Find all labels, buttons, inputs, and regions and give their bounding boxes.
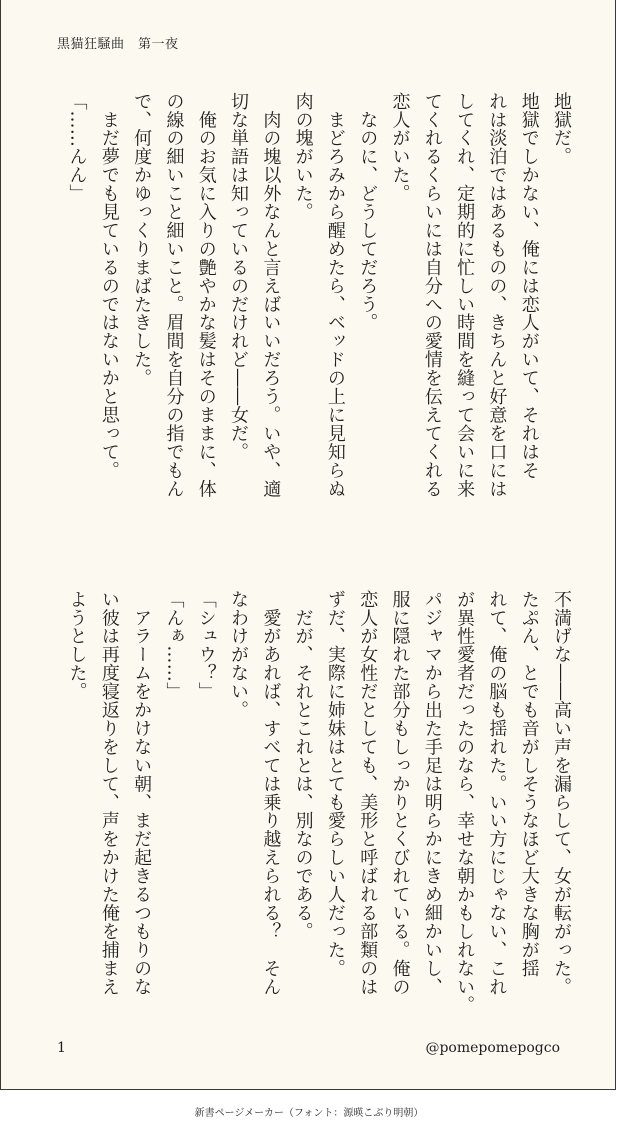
page-number: 1 xyxy=(57,1040,66,1056)
work-title: 黒猫狂騒曲 第一夜 xyxy=(57,37,179,52)
maker-credit: 新書ページメーカー（フォント：源暎こぶり明朝） xyxy=(194,1108,424,1119)
author-handle: @pomepomepogco xyxy=(425,1040,560,1056)
body-text-upper: 地獄だ。 地獄でしかない、俺には恋人がいて、それはそ れは淡泊ではあるものの、きちんと好意を口には してくれ、定期的に忙しい時間を縫って会いに来 てくれるくらいには自分への愛情を伝えてくれる 恋人がいた。 なのに、どうしてだろう。 まどろみから醒めたら、ベッドの上に見知らぬ 肉の塊がいた。 肉の塊以外なんと言えばいいだろう。いや、適 切な単語は知っているのだけれど――女だ。 俺のお気に入りの艶やかな髪はそのままに、体 の線の細いこと細いこと。眉間を自分の指でもん で、何度かゆっくりまばたきした。 まだ夢でも見ているのではないかと思って。 「……んん」 xyxy=(66,92,572,498)
body-text-lower: 不満げな――高い声を漏らして、女が転がった。 たぷん、とでも音がしそうなほど大きな胸が揺 れて、俺の脳も揺れた。いい方にじゃない、これ が異性愛者だったのなら、幸せな朝かもしれない。 パジャマから出た手足は明らかにきめ細かいし、 服に隠れた部分もしっかりとくびれている。俺の 恋人が女性だとしても、美形と呼ばれる部類のは ずだ、実際に姉妹はとても愛らしい人だった。 だが、それとこれとは、別なのである。 愛があれば、すべては乗り越えられる？ そん なわけがない。 「シュウ？」 「んぁ……」 アラームをかけない朝、まだ起きるつもりのな い彼は再度寝返りをして、声をかけた俺を捕まえ ようとした。 xyxy=(66,590,572,1015)
